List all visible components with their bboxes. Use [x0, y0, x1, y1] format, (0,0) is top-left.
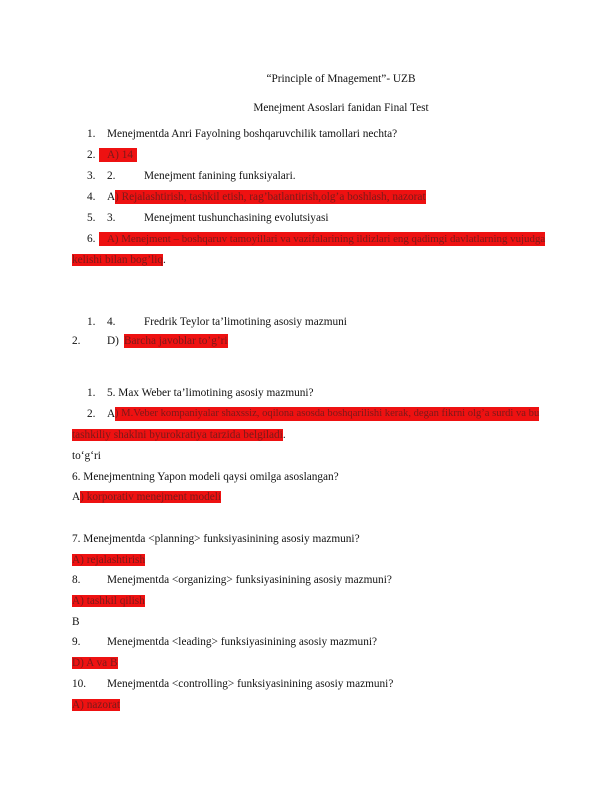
- question-text: Menejmentda <leading> funksiyasinining asosiy mazmuni?: [107, 636, 378, 648]
- question-text: Fredrik Teylor ta’limotining asosiy mazmuni: [144, 316, 347, 328]
- question-text: 5. Max Weber ta’limotining asosiy mazmuni?: [107, 387, 314, 399]
- question-text: 6. Menejmentning Yapon modeli qaysi omilga asoslangan?: [72, 471, 339, 483]
- list-item: [72, 635, 378, 649]
- answer-highlight: A) rejalashtirish: [72, 554, 146, 566]
- document-title: “Principle of Mnagement”- UZB: [266, 73, 416, 85]
- list-number: 1.: [87, 387, 96, 399]
- question-text: Menejment fanining funksiyalari.: [144, 170, 296, 182]
- list-item: [87, 148, 134, 162]
- list-number: 2.: [72, 335, 81, 347]
- answer-highlight: A) 14: [99, 148, 137, 162]
- answer-highlight: tashkiliy shaklni byurokratiya tarzida belgiladi: [72, 429, 283, 441]
- list-number: 2.: [87, 149, 96, 161]
- list-item: [87, 386, 314, 400]
- answer-line: [72, 656, 118, 670]
- question-text: Menejmentda <controlling> funksiyasinining asosiy mazmuni?: [107, 678, 394, 690]
- answer-prefix: A: [72, 491, 81, 503]
- body-text: B: [72, 616, 80, 628]
- answer-highlight: D) A va B: [72, 657, 118, 669]
- answer-prefix: A: [107, 408, 116, 420]
- list-item: [87, 407, 540, 421]
- list-number: 9.: [72, 636, 81, 648]
- list-item: [87, 127, 398, 141]
- question-text: Menejmentda <organizing> funksiyasinining asosiy mazmuni?: [107, 574, 392, 586]
- answer-prefix: D): [107, 335, 119, 347]
- answer-line: [72, 594, 145, 608]
- list-number: 6.: [87, 233, 96, 245]
- body-text: to‘g‘ri: [72, 450, 101, 462]
- list-number: 2.: [87, 408, 96, 420]
- answer-continuation: [72, 253, 166, 267]
- answer-highlight: ) korporativ menejment modeli: [80, 491, 222, 503]
- answer-highlight: Barcha javoblar to’g’ri: [124, 335, 228, 347]
- sub-number: 2.: [107, 170, 116, 182]
- answer-line: [72, 553, 145, 567]
- period: .: [282, 429, 286, 441]
- list-number: 4.: [87, 191, 96, 203]
- list-item: [72, 677, 394, 691]
- question-text: Menejment tushunchasining evolutsiyasi: [144, 212, 329, 224]
- answer-highlight: A) nazorat: [72, 699, 120, 711]
- answer-highlight: ) Rejalashtirish, tashkil etish, rag’batlantirish,olg’a boshlash, nazorat: [115, 191, 426, 203]
- answer-highlight: ) M.Veber kompaniyalar shaxssiz, oqilona asosda boshqarilishi kerak, degan fikrni olg’a surdi va bu: [115, 408, 540, 419]
- answer-prefix: A: [107, 191, 116, 203]
- answer-line: [72, 698, 120, 712]
- list-item: [72, 334, 228, 348]
- list-item: [87, 315, 347, 329]
- sub-number: 3.: [107, 212, 116, 224]
- list-item: [72, 573, 392, 587]
- list-number: 3.: [87, 170, 96, 182]
- answer-line: [72, 490, 221, 504]
- list-number: 10.: [72, 678, 87, 690]
- document-subtitle: Menejment Asoslari fanidan Final Test: [253, 102, 429, 114]
- list-item: [87, 169, 296, 183]
- answer-highlight: A) tashkil qilish: [72, 595, 145, 607]
- sub-number: 4.: [107, 316, 116, 328]
- answer-highlight: A) Menejment – boshqaruv tamoyillari va vazifalarining ildizlari eng qadimgi davlatlarning vujudga: [99, 232, 545, 246]
- answer-continuation: [72, 428, 286, 442]
- period: .: [163, 254, 166, 266]
- list-item: [87, 232, 546, 246]
- list-number: 1.: [87, 128, 96, 140]
- list-item: [87, 190, 426, 204]
- answer-highlight: kelishi bilan bog’liq: [72, 254, 163, 266]
- question-text: 7. Menejmentda <planning> funksiyasinining asosiy mazmuni?: [72, 533, 360, 545]
- question-text: Menejmentda Anri Fayolning boshqaruvchilik tamollari nechta?: [107, 128, 398, 140]
- list-number: 5.: [87, 212, 96, 224]
- list-number: 1.: [87, 316, 96, 328]
- list-item: [87, 211, 329, 225]
- list-number: 8.: [72, 574, 81, 586]
